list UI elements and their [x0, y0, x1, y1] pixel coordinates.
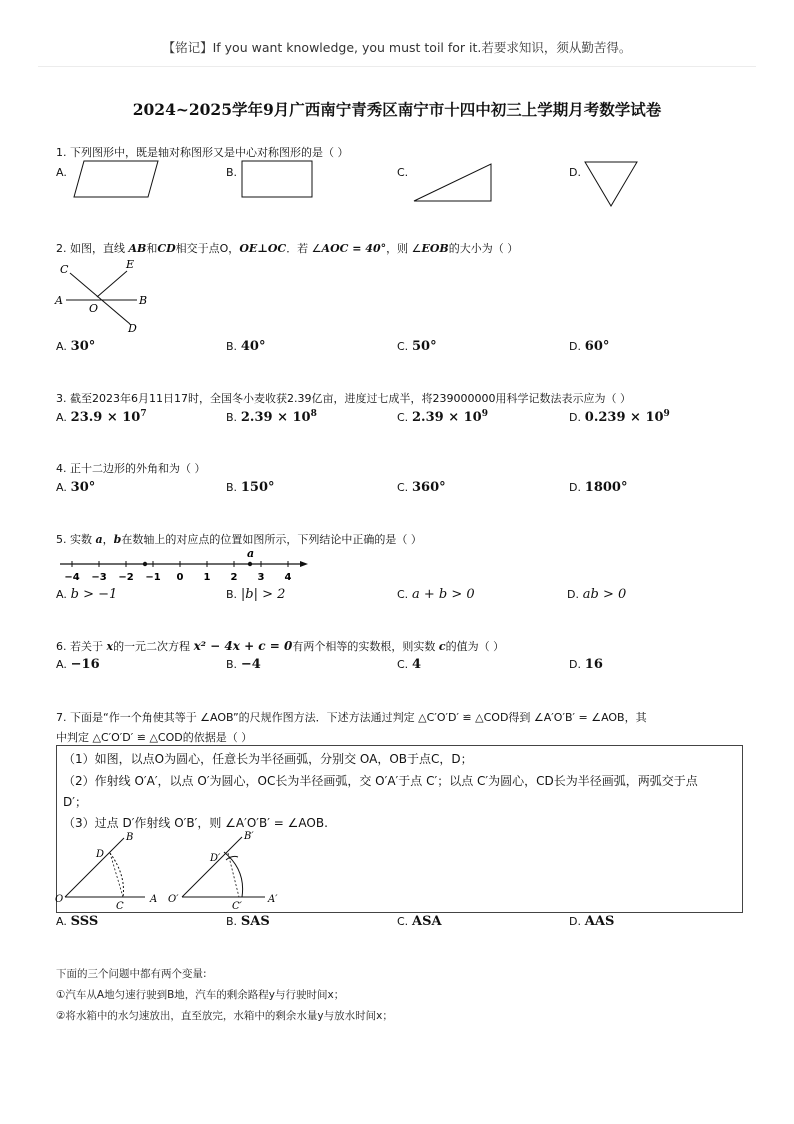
axis-tick-label: 2 [230, 572, 238, 583]
q7-option-b[interactable]: B. SAS [226, 914, 270, 929]
q1-option-a-label: A. [56, 166, 67, 179]
q3-stem: 3. 截至2023年6月11日17时，全国冬小麦收获2.39亿亩，进度过七成半，将239000000用科学记数法表示应为（ ） [56, 392, 631, 405]
q1-option-d-label: D. [569, 166, 581, 179]
fig2-label-d: D′ [210, 853, 221, 864]
q6-option-c[interactable]: C. 4 [397, 657, 422, 672]
q7-option-d[interactable]: D. AAS [569, 914, 615, 929]
axis-tick-label: −2 [118, 572, 134, 583]
q3-option-d[interactable]: D. $0.239 \times 10^9$ [569, 409, 670, 425]
axis-tick-label: 0 [176, 572, 184, 583]
q2-label-c: C [60, 263, 69, 276]
axis-tick-label: 4 [284, 572, 292, 583]
axis-tick-label: −1 [145, 572, 161, 583]
q2-label-o: O [89, 302, 99, 315]
q5-option-d[interactable]: D. ab > 0 [567, 587, 627, 602]
q4-option-d[interactable]: D. 1800° [569, 480, 628, 495]
q6-stem: 6. 若关于 x的一元二次方程 x² − 4x + c = 0有两个相等的实数根，则实数 c的值为（ ） [56, 639, 505, 653]
motto-banner: 【铭记】If you want knowledge, you must toil for it.若要求知识，须从勤苦得。 [162, 40, 632, 55]
q7-stem-line1: 7. 下面是“作一个角使其等于 ∠AOB”的尺规作图方法．下述方法通过判定 △C′O′D′ ≌ △COD得到 ∠A′O′B′ = ∠AOB，其 [56, 711, 647, 724]
q5-option-c[interactable]: C. a + b > 0 [397, 587, 475, 602]
intro-line-2: ①汽车从A地匀速行驶到B地，汽车的剩余路程y与行驶时间x； [56, 989, 345, 1001]
fig1-label-b: B [126, 832, 134, 843]
fig1-label-a: A [150, 894, 158, 905]
q3-option-b[interactable]: B. $2.39 \times 10^8$ [226, 409, 317, 425]
q7-stem-line2: 中判定 △C′O′D′ ≌ △COD的依据是（ ） [56, 731, 253, 744]
q2-stem: 2. 如图，直线 AB和CD相交于点O，OE⊥OC．若 ∠AOC = 40°，则 ∠EOB的大小为（ ） [56, 242, 519, 255]
fig2-label-b: B′ [244, 831, 254, 842]
q7-step-2-cont: D′； [63, 795, 87, 809]
intro-line-3: ②将水箱中的水匀速放出，直至放完，水箱中的剩余水量y与放水时间x； [56, 1010, 393, 1022]
q5-option-a[interactable]: A. b > −1 [56, 587, 118, 602]
q7-option-a[interactable]: A. SSS [56, 914, 99, 929]
q5-stem: 5. 实数 a，b在数轴上的对应点的位置如图所示，下列结论中正确的是（ ） [56, 533, 422, 546]
q2-option-c[interactable]: C. 50° [397, 339, 437, 354]
q2-label-e: E [126, 258, 135, 271]
q7-step-1: （1）如图，以点O为圆心，任意长为半径画弧，分别交 OA，OB于点C，D； [63, 752, 473, 766]
q3-option-a[interactable]: A. $23.9 \times 10^7$ [56, 409, 147, 425]
fig2-label-a: A′ [268, 894, 278, 905]
q4-option-a[interactable]: A. 30° [56, 480, 96, 495]
q1-stem: 1. 下列图形中，既是轴对称图形又是中心对称图形的是（ ） [56, 146, 349, 159]
q4-option-c[interactable]: C. 360° [397, 480, 446, 495]
q5-option-b[interactable]: B. |b| > 2 [226, 587, 286, 602]
fig2-label-c: C′ [232, 901, 242, 912]
q2-label-a: A [55, 294, 63, 307]
intro-line-1: 下面的三个问题中都有两个变量: [56, 968, 207, 980]
q2-option-d[interactable]: D. 60° [569, 339, 610, 354]
q2-label-d: D [128, 322, 137, 335]
axis-tick-label: 3 [257, 572, 265, 583]
page-title: 2024~2025学年9月广西南宁青秀区南宁市十四中初三上学期月考数学试卷 [132, 100, 662, 119]
q2-option-b[interactable]: B. 40° [226, 339, 266, 354]
q4-stem: 4. 正十二边形的外角和为（ ） [56, 462, 206, 475]
q6-option-a[interactable]: A. −16 [56, 657, 100, 672]
point-a-label: a [247, 547, 255, 560]
q7-step-2: （2）作射线 O′A′，以点 O′为圆心，OC长为半径画弧，交 O′A′于点 C′；以点 C′为圆心，CD长为半径画弧，两弧交于点 [63, 774, 698, 788]
q4-option-b[interactable]: B. 150° [226, 480, 275, 495]
q6-option-d[interactable]: D. 16 [569, 657, 603, 672]
q3-option-c[interactable]: C. $2.39 \times 10^9$ [397, 409, 488, 425]
q7-option-c[interactable]: C. ASA [397, 914, 442, 929]
fig1-label-c: C [116, 901, 124, 912]
q7-step-3: （3）过点 D′作射线 O′B′，则 ∠A′O′B′ = ∠AOB. [63, 816, 328, 830]
axis-tick-label: −4 [64, 572, 80, 583]
q1-option-b-label: B. [226, 166, 238, 179]
axis-tick-label: −3 [91, 572, 107, 583]
fig1-label-o: O [55, 894, 64, 905]
axis-tick-label: 1 [203, 572, 211, 583]
q1-option-c-label: C. [397, 166, 409, 179]
q2-option-a[interactable]: A. 30° [56, 339, 96, 354]
fig2-label-o: O′ [168, 894, 179, 905]
q6-option-b[interactable]: B. −4 [226, 657, 261, 672]
fig1-label-d: D [96, 849, 105, 860]
q2-label-b: B [139, 294, 148, 307]
